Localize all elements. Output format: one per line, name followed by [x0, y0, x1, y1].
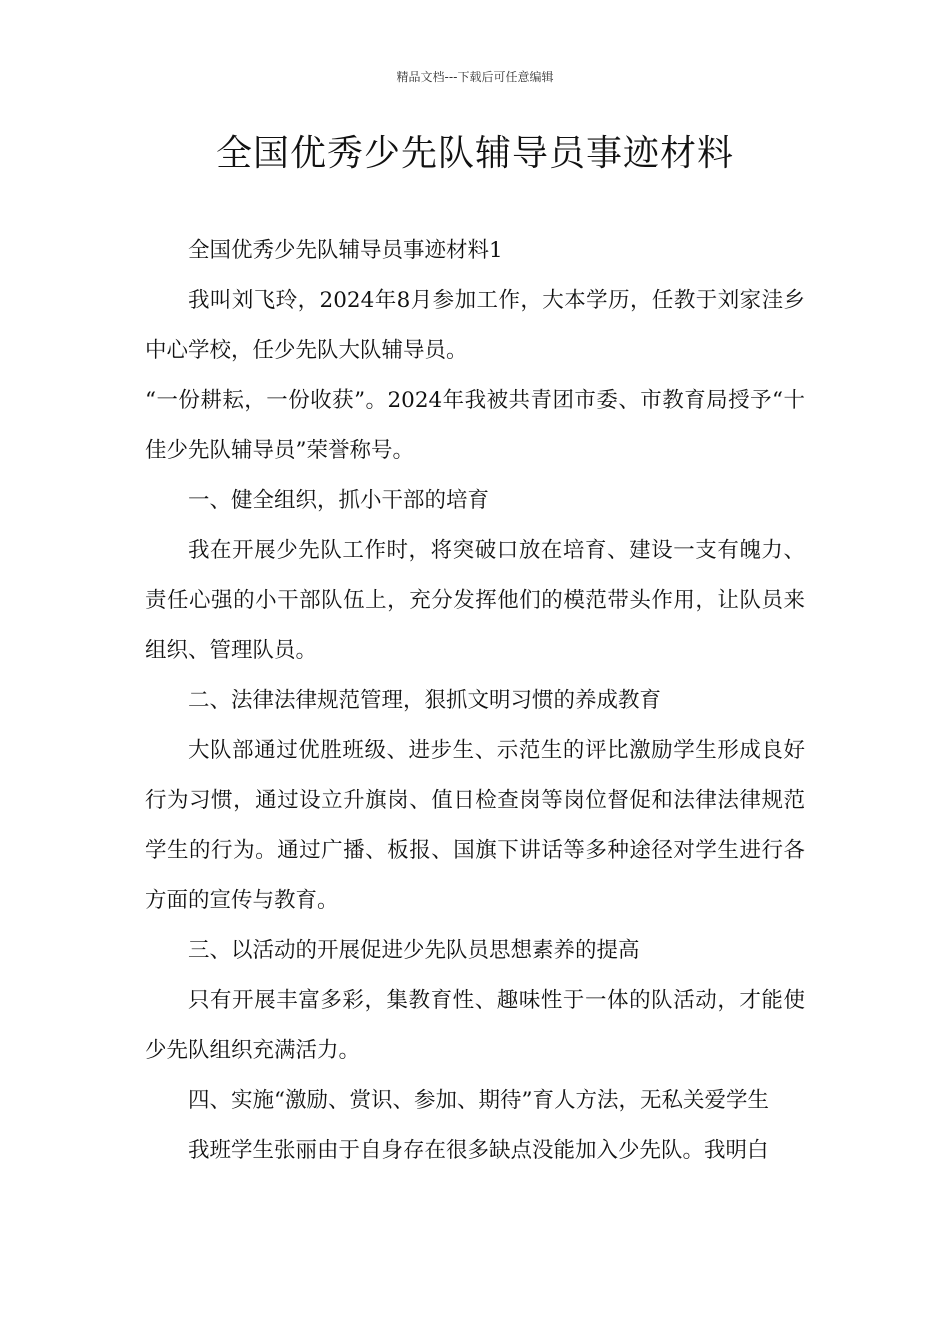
section-heading-1: 一、健全组织，抓小干部的培育	[188, 488, 490, 513]
subtitle-paragraph: 全国优秀少先队辅导员事迹材料1	[188, 238, 503, 263]
section-paragraph-2: 大队部通过优胜班级、进步生、示范生的评比激励学生形成良好行为习惯，通过设立升旗岗、值日检查岗等岗位督促和法律法律规范学生的行为。通过广播、板报、国旗下讲话等多种途径对学生进行各方面的宣传与教育。	[145, 738, 805, 913]
section-paragraph-3: 只有开展丰富多彩，集教育性、趣味性于一体的队活动，才能使少先队组织充满活力。	[145, 988, 805, 1063]
section-paragraph-4: 我班学生张丽由于自身存在很多缺点没能加入少先队。我明白	[188, 1138, 769, 1163]
section-paragraph-1: 我在开展少先队工作时，将突破口放在培育、建设一支有魄力、责任心强的小干部队伍上，充分发挥他们的模范带头作用，让队员来组织、管理队员。	[145, 538, 805, 663]
section-heading-4: 四、实施“激励、赏识、参加、期待”育人方法，无私关爱学生	[188, 1088, 769, 1113]
section-heading-3: 三、以活动的开展促进少先队员思想素养的提高	[188, 938, 640, 963]
section-heading-2: 二、法律法律规范管理，狠抓文明习惯的养成教育	[188, 688, 662, 713]
intro-paragraph: 我叫刘飞玲，2024年8月参加工作，大本学历，任教于刘家洼乡中心学校，任少先队大队辅导员。	[145, 288, 805, 363]
document-body	[145, 226, 805, 1176]
document-title: 全国优秀少先队辅导员事迹材料	[215, 133, 734, 174]
award-paragraph: “一份耕耘，一份收获”。2024年我被共青团市委、市教育局授予“十佳少先队辅导员”荣誉称号。	[145, 388, 805, 463]
header-note: 精品文档---下载后可任意编辑	[396, 70, 554, 84]
